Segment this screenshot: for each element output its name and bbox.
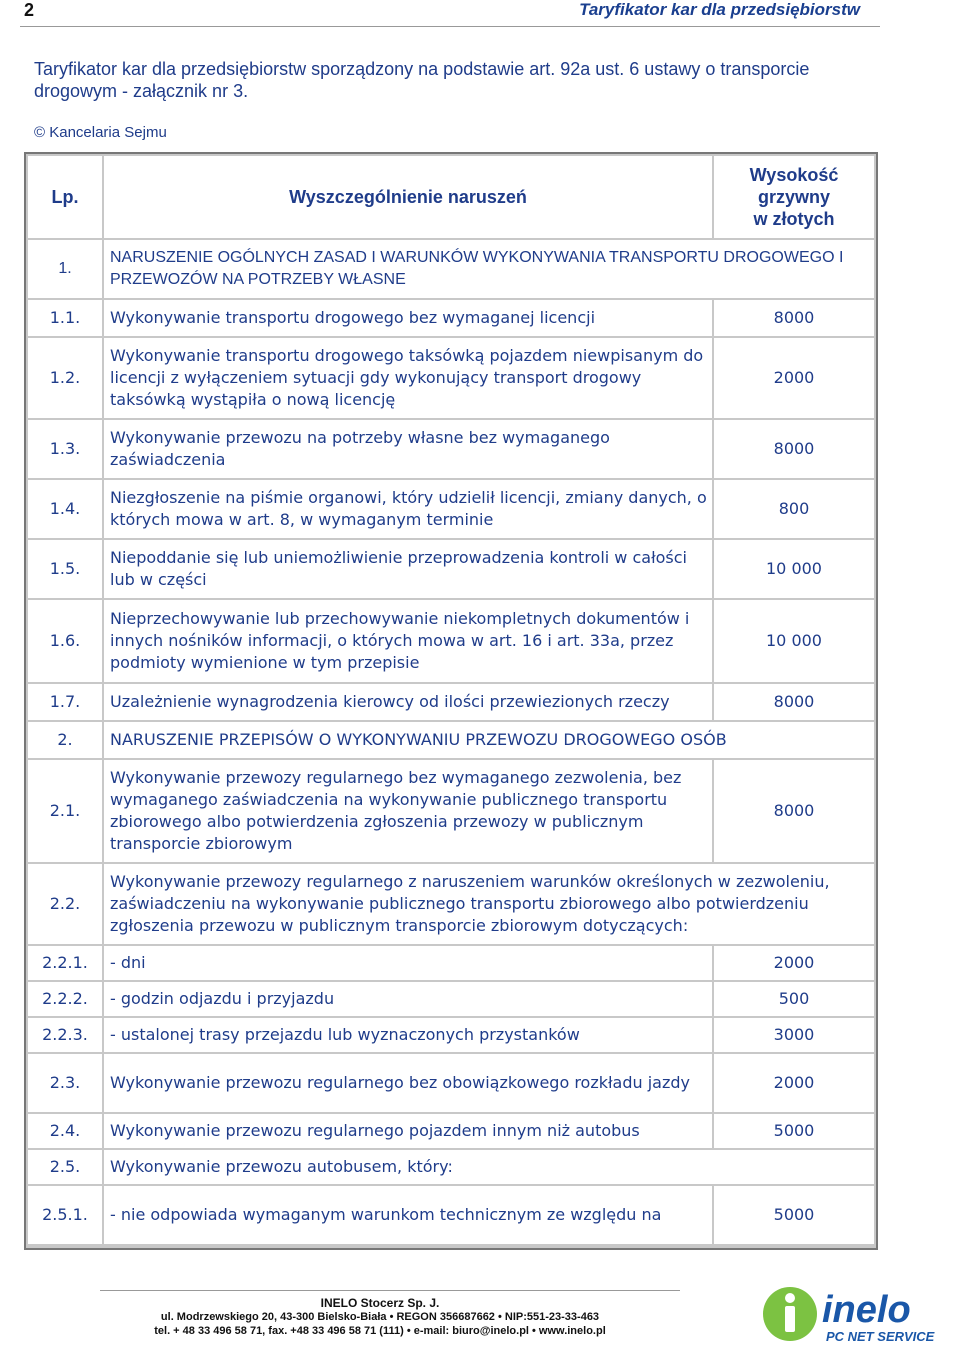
row-amount: 5000 bbox=[714, 1114, 874, 1148]
footer-contact: tel. + 48 33 496 58 71, fax. +48 33 496 58 71 (111) • e-mail: biuro@inelo.pl • www.inelo.pl bbox=[154, 1325, 606, 1337]
table-row bbox=[28, 684, 874, 720]
row-lp: 1.2. bbox=[28, 338, 102, 418]
table-row bbox=[28, 480, 874, 538]
table-row bbox=[28, 300, 874, 336]
row-description: Wykonywanie przewozy regularnego z naruszeniem warunków określonych w zezwoleniu, zaświadczeniu na wykonywanie publicznego transportu zbiorowego albo potwierdzeniu zgłoszenia przewozu w publicznym transporcie zbiorowym dotyczących: bbox=[104, 864, 874, 944]
row-lp: 1.3. bbox=[28, 420, 102, 478]
row-description: Wykonywanie transportu drogowego taksówką pojazdem niewpisanym do licencji z wyłączeniem sytuacji gdy wykonujący transport drogowy taksówką wystąpiła o nową licencję bbox=[104, 338, 712, 418]
header-lp: Lp. bbox=[28, 156, 102, 238]
row-description: - dni bbox=[104, 946, 712, 980]
header-description: Wyszczególnienie naruszeń bbox=[104, 156, 712, 238]
table-row bbox=[28, 946, 874, 980]
row-lp: 2.3. bbox=[28, 1054, 102, 1112]
row-amount: 2000 bbox=[714, 338, 874, 418]
table-row bbox=[28, 722, 874, 758]
row-lp: 1. bbox=[28, 240, 102, 298]
row-lp: 2.2.3. bbox=[28, 1018, 102, 1052]
row-description: Niezgłoszenie na piśmie organowi, który udzielił licencji, zmiany danych, o których mowa w art. 8, w wymaganym terminie bbox=[104, 480, 712, 538]
table-row bbox=[28, 760, 874, 862]
row-amount: 8000 bbox=[714, 300, 874, 336]
footer bbox=[100, 1296, 660, 1338]
logo-wordmark: inelo bbox=[822, 1289, 911, 1331]
row-amount: 500 bbox=[714, 982, 874, 1016]
row-section-title: NARUSZENIE PRZEPISÓW O WYKONYWANIU PRZEWOZU DROGOWEGO OSÓB bbox=[104, 722, 874, 758]
row-amount: 5000 bbox=[714, 1186, 874, 1244]
table-row bbox=[28, 1186, 874, 1244]
row-amount: 8000 bbox=[714, 760, 874, 862]
row-lp: 2.5. bbox=[28, 1150, 102, 1184]
table-row bbox=[28, 338, 874, 418]
row-lp: 1.4. bbox=[28, 480, 102, 538]
logo-tagline: PC NET SERVICE bbox=[826, 1329, 935, 1344]
footer-divider bbox=[100, 1290, 680, 1291]
row-description: Nieprzechowywanie lub przechowywanie niekompletnych dokumentów i innych nośników informacji, o których mowa w art. 16 i art. 33a, przez podmioty wymienione w tym przepisie bbox=[104, 600, 712, 682]
row-lp: 2.4. bbox=[28, 1114, 102, 1148]
row-amount: 2000 bbox=[714, 946, 874, 980]
table-row bbox=[28, 1054, 874, 1112]
header-amount-line2: grzywny bbox=[757, 187, 831, 207]
row-amount: 3000 bbox=[714, 1018, 874, 1052]
row-amount: 8000 bbox=[714, 684, 874, 720]
header-amount bbox=[714, 156, 874, 238]
row-amount: 2000 bbox=[714, 1054, 874, 1112]
row-description: Wykonywanie przewozy regularnego bez wymaganego zezwolenia, bez wymaganego zaświadczenia na wykonywanie publicznego transportu zbiorowego albo potwierdzenia zgłoszenia przewozy w publicznym transporcie zbiorowym bbox=[104, 760, 712, 862]
row-lp: 2.2.1. bbox=[28, 946, 102, 980]
intro-text: Taryfikator kar dla przedsiębiorstw sporządzony na podstawie art. 92a ust. 6 ustawy o transporcie drogowym - załącznik nr 3. bbox=[34, 59, 810, 101]
row-lp: 2.1. bbox=[28, 760, 102, 862]
table-row bbox=[28, 540, 874, 598]
header-divider bbox=[20, 26, 880, 27]
row-description: Wykonywanie przewozu regularnego bez obowiązkowego rozkładu jazdy bbox=[104, 1054, 712, 1112]
row-lp: 1.7. bbox=[28, 684, 102, 720]
table-row bbox=[28, 240, 874, 298]
logo-dot-icon bbox=[785, 1293, 795, 1303]
row-lp: 2. bbox=[28, 722, 102, 758]
table-row bbox=[28, 1018, 874, 1052]
row-description: - nie odpowiada wymaganym warunkom technicznym ze względu na bbox=[104, 1186, 712, 1244]
row-amount: 10 000 bbox=[714, 600, 874, 682]
table-row bbox=[28, 420, 874, 478]
penalty-table-frame bbox=[24, 152, 878, 1250]
table-row bbox=[28, 1150, 874, 1184]
row-lp: 1.5. bbox=[28, 540, 102, 598]
header-amount-line3: w złotych bbox=[753, 209, 835, 229]
row-section-title: NARUSZENIE OGÓLNYCH ZASAD I WARUNKÓW WYKONYWANIA TRANSPORTU DROGOWEGO I PRZEWOZÓW NA POTRZEBY WŁASNE bbox=[104, 240, 874, 298]
table-row bbox=[28, 982, 874, 1016]
row-description: Uzależnienie wynagrodzenia kierowcy od ilości przewiezionych rzeczy bbox=[104, 684, 712, 720]
running-header-title: Taryfikator kar dla przedsiębiorstw bbox=[579, 0, 860, 19]
row-lp: 2.2.2. bbox=[28, 982, 102, 1016]
row-description: Wykonywanie transportu drogowego bez wymaganej licencji bbox=[104, 300, 712, 336]
header-amount-line1: Wysokość bbox=[749, 165, 839, 185]
row-lp: 1.6. bbox=[28, 600, 102, 682]
footer-company: INELO Stocerz Sp. J. bbox=[320, 1296, 440, 1310]
row-description: Wykonywanie przewozu regularnego pojazdem innym niż autobus bbox=[104, 1114, 712, 1148]
row-description: Wykonywanie przewozu na potrzeby własne bez wymaganego zaświadczenia bbox=[104, 420, 712, 478]
logo-stem-icon bbox=[785, 1306, 795, 1332]
table-row bbox=[28, 1114, 874, 1148]
row-amount: 800 bbox=[714, 480, 874, 538]
row-description: - godzin odjazdu i przyjazdu bbox=[104, 982, 712, 1016]
copyright-note: © Kancelaria Sejmu bbox=[34, 124, 167, 141]
inelo-logo bbox=[760, 1284, 960, 1346]
row-description: Wykonywanie przewozu autobusem, który: bbox=[104, 1150, 874, 1184]
row-lp: 2.2. bbox=[28, 864, 102, 944]
table-header-row bbox=[28, 156, 874, 238]
row-amount: 8000 bbox=[714, 420, 874, 478]
row-amount: 10 000 bbox=[714, 540, 874, 598]
footer-address: ul. Modrzewskiego 20, 43-300 Bielsko-Biała • REGON 356687662 • NIP:551-23-33-463 bbox=[160, 1311, 600, 1323]
row-lp: 1.1. bbox=[28, 300, 102, 336]
row-description: - ustalonej trasy przejazdu lub wyznaczonych przystanków bbox=[104, 1018, 712, 1052]
row-lp: 2.5.1. bbox=[28, 1186, 102, 1244]
table-row bbox=[28, 600, 874, 682]
penalty-table bbox=[26, 154, 876, 1246]
row-description: Niepoddanie się lub uniemożliwienie przeprowadzenia kontroli w całości lub w części bbox=[104, 540, 712, 598]
table-row bbox=[28, 864, 874, 944]
page-number: 2 bbox=[24, 0, 35, 20]
